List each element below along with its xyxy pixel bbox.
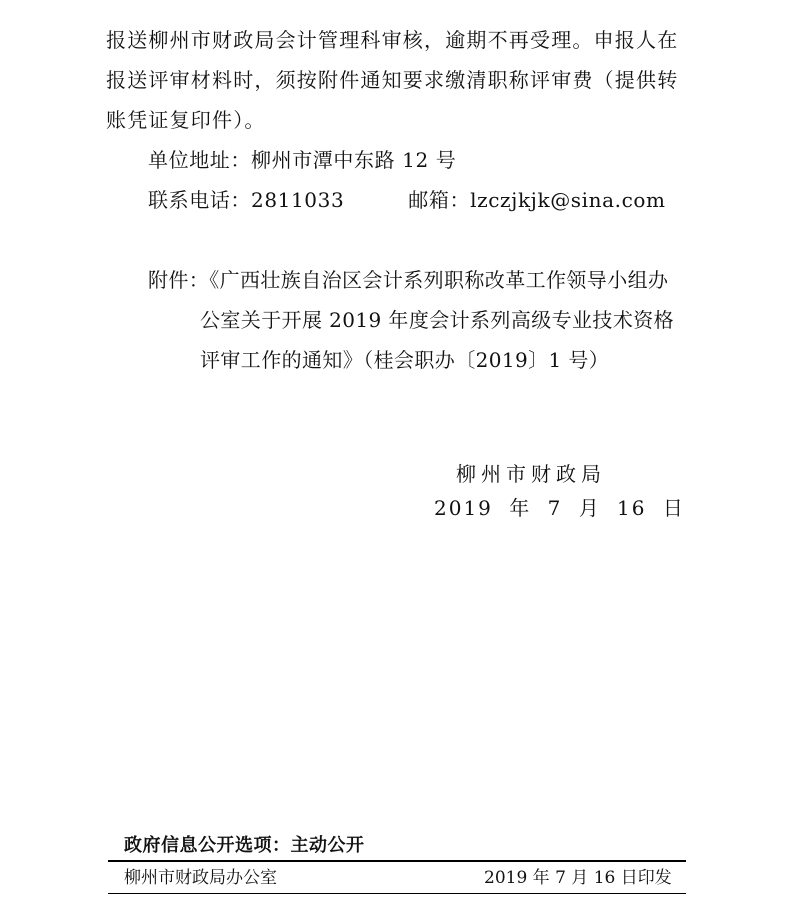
body-paragraph-line-3: 账凭证复印件）。: [106, 108, 266, 132]
footer-top-rule: [108, 860, 686, 862]
disclosure-option: 政府信息公开选项：主动公开: [124, 835, 365, 856]
contact-line: [148, 186, 666, 214]
signature-organization: 柳州市财政局: [456, 462, 606, 486]
attachment-line-3: 评审工作的通知》（桂会职办〔2019〕1 号）: [200, 348, 610, 372]
attachment-line-2: 公室关于开展 2019 年度会计系列高级专业技术资格: [200, 308, 675, 332]
body-paragraph-line-1: 报送柳州市财政局会计管理科审核，逾期不再受理。申报人在: [106, 28, 679, 52]
issuing-office: 柳州市财政局办公室: [124, 868, 277, 888]
attachment-line-1: 附件：《广西壮族自治区会计系列职称改革工作领导小组办: [148, 268, 669, 292]
footer-bottom-rule: [108, 893, 686, 894]
body-paragraph-line-2: 报送评审材料时，须按附件通知要求缴清职称评审费（提供转: [106, 68, 679, 92]
unit-address: 单位地址：柳州市潭中东路 12 号: [148, 148, 457, 172]
contact-phone: 联系电话：2811033: [148, 188, 345, 212]
signature-date: 2019 年 7 月 16 日: [434, 496, 685, 520]
contact-email: 邮箱：lzczjkjk@sina.com: [408, 188, 666, 212]
issue-date: 2019 年 7 月 16 日印发: [484, 868, 672, 888]
